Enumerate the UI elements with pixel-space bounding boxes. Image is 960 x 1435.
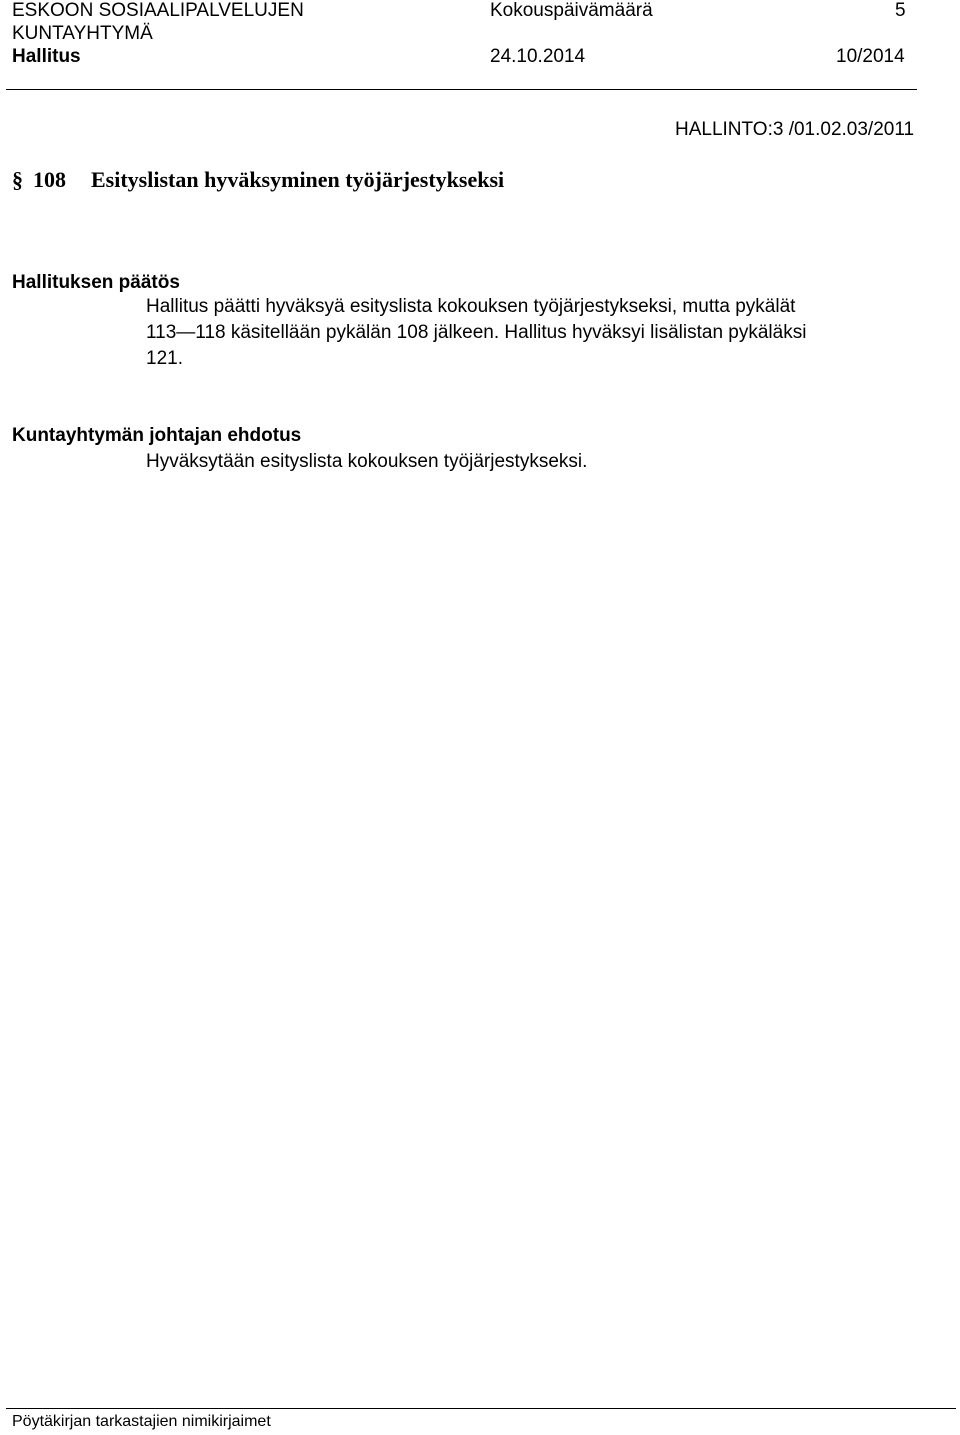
decision-text-line: 121. bbox=[146, 348, 183, 369]
organization-name-line1: ESKOON SOSIAALIPALVELUJEN bbox=[12, 0, 304, 21]
proposal-text: Hyväksytään esityslista kokouksen työjärjestykseksi. bbox=[146, 451, 588, 472]
footer-initials-label: Pöytäkirjan tarkastajien nimikirjaimet bbox=[12, 1413, 271, 1430]
organization-name-line2: KUNTAYHTYMÄ bbox=[12, 23, 153, 44]
decision-text-line: Hallitus päätti hyväksyä esityslista kokouksen työjärjestykseksi, mutta pykälät bbox=[146, 296, 796, 317]
section-sign: § bbox=[12, 167, 23, 192]
section-heading bbox=[12, 166, 504, 194]
decision-text-line: 113—118 käsitellään pykälän 108 jälkeen. Hallitus hyväksyi lisälistan pykäläksi bbox=[146, 322, 807, 343]
proposal-label: Kuntayhtymän johtajan ehdotus bbox=[12, 425, 302, 446]
header-divider bbox=[6, 89, 917, 90]
governing-body: Hallitus bbox=[12, 46, 81, 67]
section-number: 108 bbox=[33, 167, 66, 192]
archive-reference: HALLINTO:3 /01.02.03/2011 bbox=[675, 119, 915, 140]
meeting-number: 10/2014 bbox=[836, 46, 905, 67]
page-number: 5 bbox=[895, 0, 906, 21]
decision-label: Hallituksen päätös bbox=[12, 272, 180, 293]
document-type: Kokouspäivämäärä bbox=[490, 0, 653, 21]
footer-divider bbox=[6, 1408, 956, 1409]
meeting-date: 24.10.2014 bbox=[490, 46, 586, 67]
decision-text bbox=[146, 294, 926, 372]
section-title: Esityslistan hyväksyminen työjärjestykseksi bbox=[91, 167, 505, 192]
